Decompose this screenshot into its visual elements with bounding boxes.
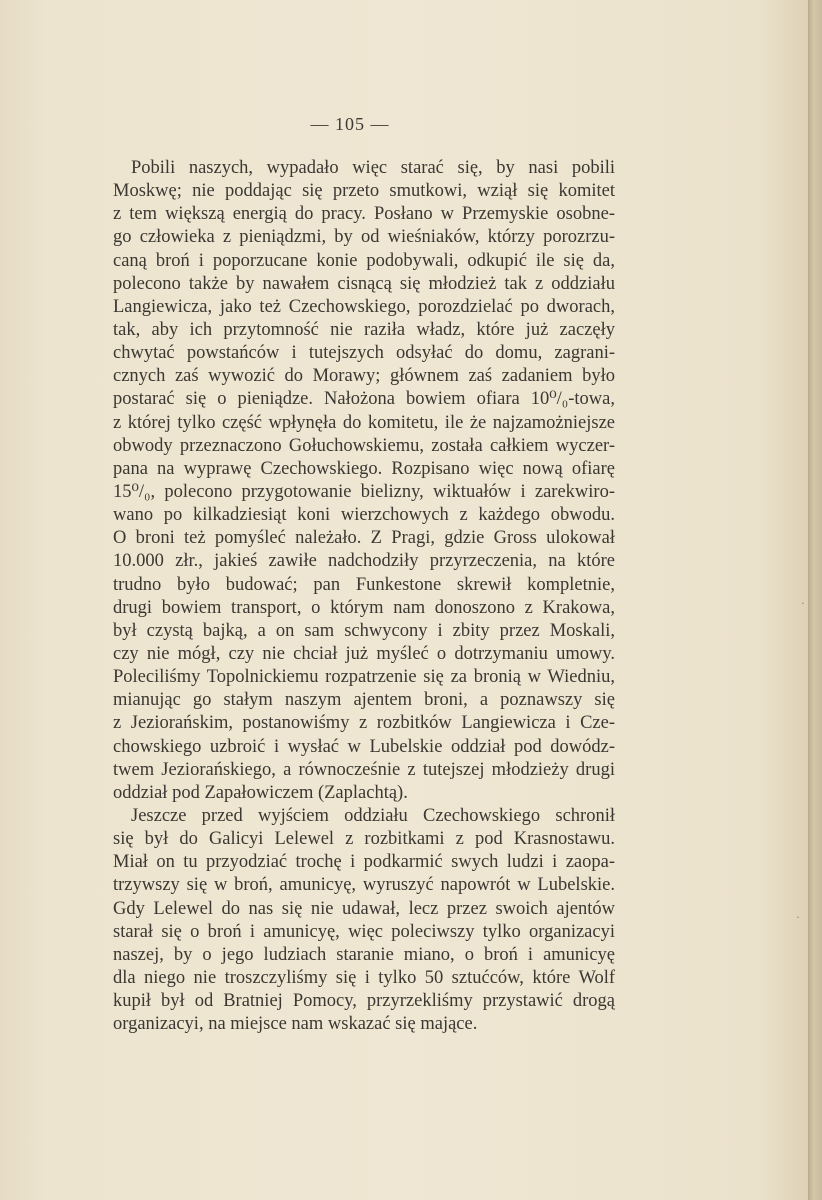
text-line: chwytać powstańców i tutejszych odsyłać do domu, zagrani-: [113, 343, 615, 364]
text-line: twem Jeziorańskiego, a równocześnie z tutejszej młodzieży drugi: [113, 759, 615, 780]
page-number: — 105 —: [310, 114, 390, 134]
text-line: kupił był od Bratniej Pomocy, przyrzekliśmy przystawić drogą: [113, 991, 615, 1012]
text-line: postarać się o pieniądze. Nałożona bowiem ofiara 10⁰/₀-towa,: [113, 389, 615, 410]
body-text: [113, 157, 615, 1036]
text-line: trudno było budować; pan Funkestone skrewił kompletnie,: [113, 574, 615, 595]
text-line: drugi bowiem transport, o którym nam donoszono z Krakowa,: [113, 597, 615, 618]
text-line: organizacyi, na miejsce nam wskazać się mające.: [113, 1014, 478, 1035]
text-line: oddział pod Zapałowiczem (Zaplachtą).: [113, 782, 408, 803]
text-line: pana na wyprawę Czechowskiego. Rozpisano więc nową ofiarę: [113, 458, 615, 479]
text-line: się był do Galicyi Lelewel z rozbitkami z pod Krasnostawu.: [113, 829, 615, 850]
text-line: Moskwę; nie poddając się przeto smutkowi, wziął się komitet: [113, 181, 615, 202]
text-line: Jeszcze przed wyjściem oddziału Czechowskiego schronił: [131, 805, 615, 826]
text-line: czy nie mógł, czy nie chciał już myśleć o dotrzymaniu umowy.: [113, 643, 615, 664]
text-line: Pobili naszych, wypadało więc starać się, by nasi pobili: [131, 158, 615, 178]
margin-speck: ·: [796, 910, 800, 924]
text-line: 10.000 złr., jakieś zawiłe nadchodziły przyrzeczenia, na które: [113, 551, 615, 572]
text-line: Gdy Lelewel do nas się nie udawał, lecz przez swoich ajentów: [113, 898, 615, 919]
text-line: 15⁰/₀, polecono przygotowanie bielizny, wiktuałów i zarekwiro-: [113, 481, 615, 502]
text-line: caną broń i poporzucane konie podobywali, odkupić ile się da,: [113, 250, 615, 271]
text-line: Poleciliśmy Topolnickiemu rozpatrzenie się za bronią w Wiedniu,: [113, 667, 615, 688]
text-line: go człowieka z pieniądzmi, by od wieśniaków, którzy porozrzu-: [113, 227, 615, 248]
text-line: naszej, by o jego ludziach staranie miano, o broń i amunicyę: [113, 944, 615, 965]
text-line: Miał on tu przyodziać trochę i podkarmić swych ludzi i zaopa-: [113, 852, 615, 873]
paragraph: [113, 157, 615, 805]
text-line: z tem większą energią do pracy. Posłano w Przemyskie osobne-: [113, 204, 615, 225]
text-line: z Jeziorańskim, postanowiśmy z rozbitków Langiewicza i Cze-: [113, 713, 615, 734]
text-line: starał się o broń i amunicyę, więc poleciwszy tylko organizacyi: [113, 921, 615, 942]
text-line: z której tylko część wpłynęła do komitetu, ile że najzamożniejsze: [113, 412, 615, 433]
text-line: obwody przeznaczono Gołuchowskiemu, została całkiem wyczer-: [113, 435, 615, 456]
text-line: Langiewicza, jako też Czechowskiego, porozdzielać po dworach,: [113, 296, 615, 317]
text-line: cznych zaś wywozić do Morawy; głównem zaś zadaniem było: [113, 366, 615, 387]
text-line: wano po kilkadziesiąt koni wierzchowych z każdego obwodu.: [113, 505, 615, 526]
text-line: O broni też pomyśleć należało. Z Pragi, gdzie Gross ulokował: [113, 528, 615, 549]
text-line: tak, aby ich przytomność nie raziła władz, które już zaczęły: [113, 319, 615, 340]
text-line: mianując go stałym naszym ajentem broni, a poznawszy się: [113, 690, 615, 711]
text-line: dla niego nie troszczyliśmy się i tylko 50 sztućców, które Wolf: [113, 967, 615, 988]
margin-speck: ·: [801, 596, 805, 610]
text-line: chowskiego uzbroić i wysłać w Lubelskie oddział pod dowódz-: [113, 736, 615, 757]
text-line: był czystą bajką, a on sam schwycony i zbity przez Moskali,: [113, 620, 615, 641]
text-line: trzywszy się w broń, amunicyę, wyruszyć napowrót w Lubelskie.: [113, 875, 615, 896]
text-line: polecono także by nawałem cisnącą się młodzież tak z oddziału: [113, 273, 615, 294]
paragraph: [113, 805, 615, 1036]
page-edge: [808, 0, 822, 1200]
